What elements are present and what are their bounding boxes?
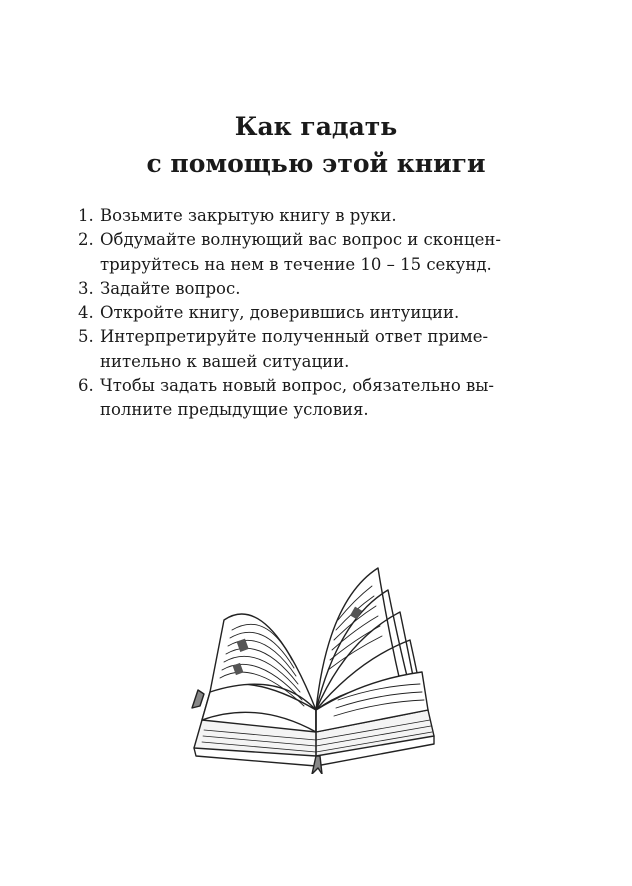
step-number: 3. [78, 278, 94, 298]
step-text [100, 325, 524, 374]
step-number: 4. [78, 303, 94, 323]
list-item [78, 228, 524, 277]
step-line: Задайте вопрос. [100, 278, 241, 298]
step-line: трируйтесь на нем в течение 10 – 15 секунд. [100, 254, 492, 274]
step-text [100, 374, 524, 423]
step-line: Интерпретируйте полученный ответ приме- [100, 327, 489, 347]
list-item [78, 325, 524, 374]
list-item [78, 301, 524, 325]
title-line-2: с помощью этой книги [146, 149, 486, 178]
step-line: Возьмите закрытую книгу в руки. [100, 206, 397, 225]
step-text [100, 228, 524, 277]
list-item [78, 277, 524, 301]
list-item [78, 374, 524, 423]
step-number: 2. [78, 230, 94, 250]
title-line-1: Как гадать [234, 112, 398, 141]
step-text [100, 301, 524, 325]
step-line: Обдумайте волнующий вас вопрос и сконцен- [100, 230, 501, 250]
step-line: полните предыдущие условия. [100, 400, 369, 420]
step-line: нительно к вашей ситуации. [100, 351, 350, 371]
step-text [100, 204, 524, 228]
step-number: 1. [78, 206, 94, 225]
step-text [100, 277, 524, 301]
open-book-icon [188, 560, 440, 774]
step-line: Чтобы задать новый вопрос, обязательно вы- [100, 376, 495, 396]
step-number: 6. [78, 376, 94, 396]
instruction-list [78, 204, 524, 423]
list-item [78, 204, 524, 228]
step-line: Откройте книгу, доверившись интуиции. [100, 303, 460, 323]
page-title [0, 108, 632, 182]
step-number: 5. [78, 327, 94, 347]
